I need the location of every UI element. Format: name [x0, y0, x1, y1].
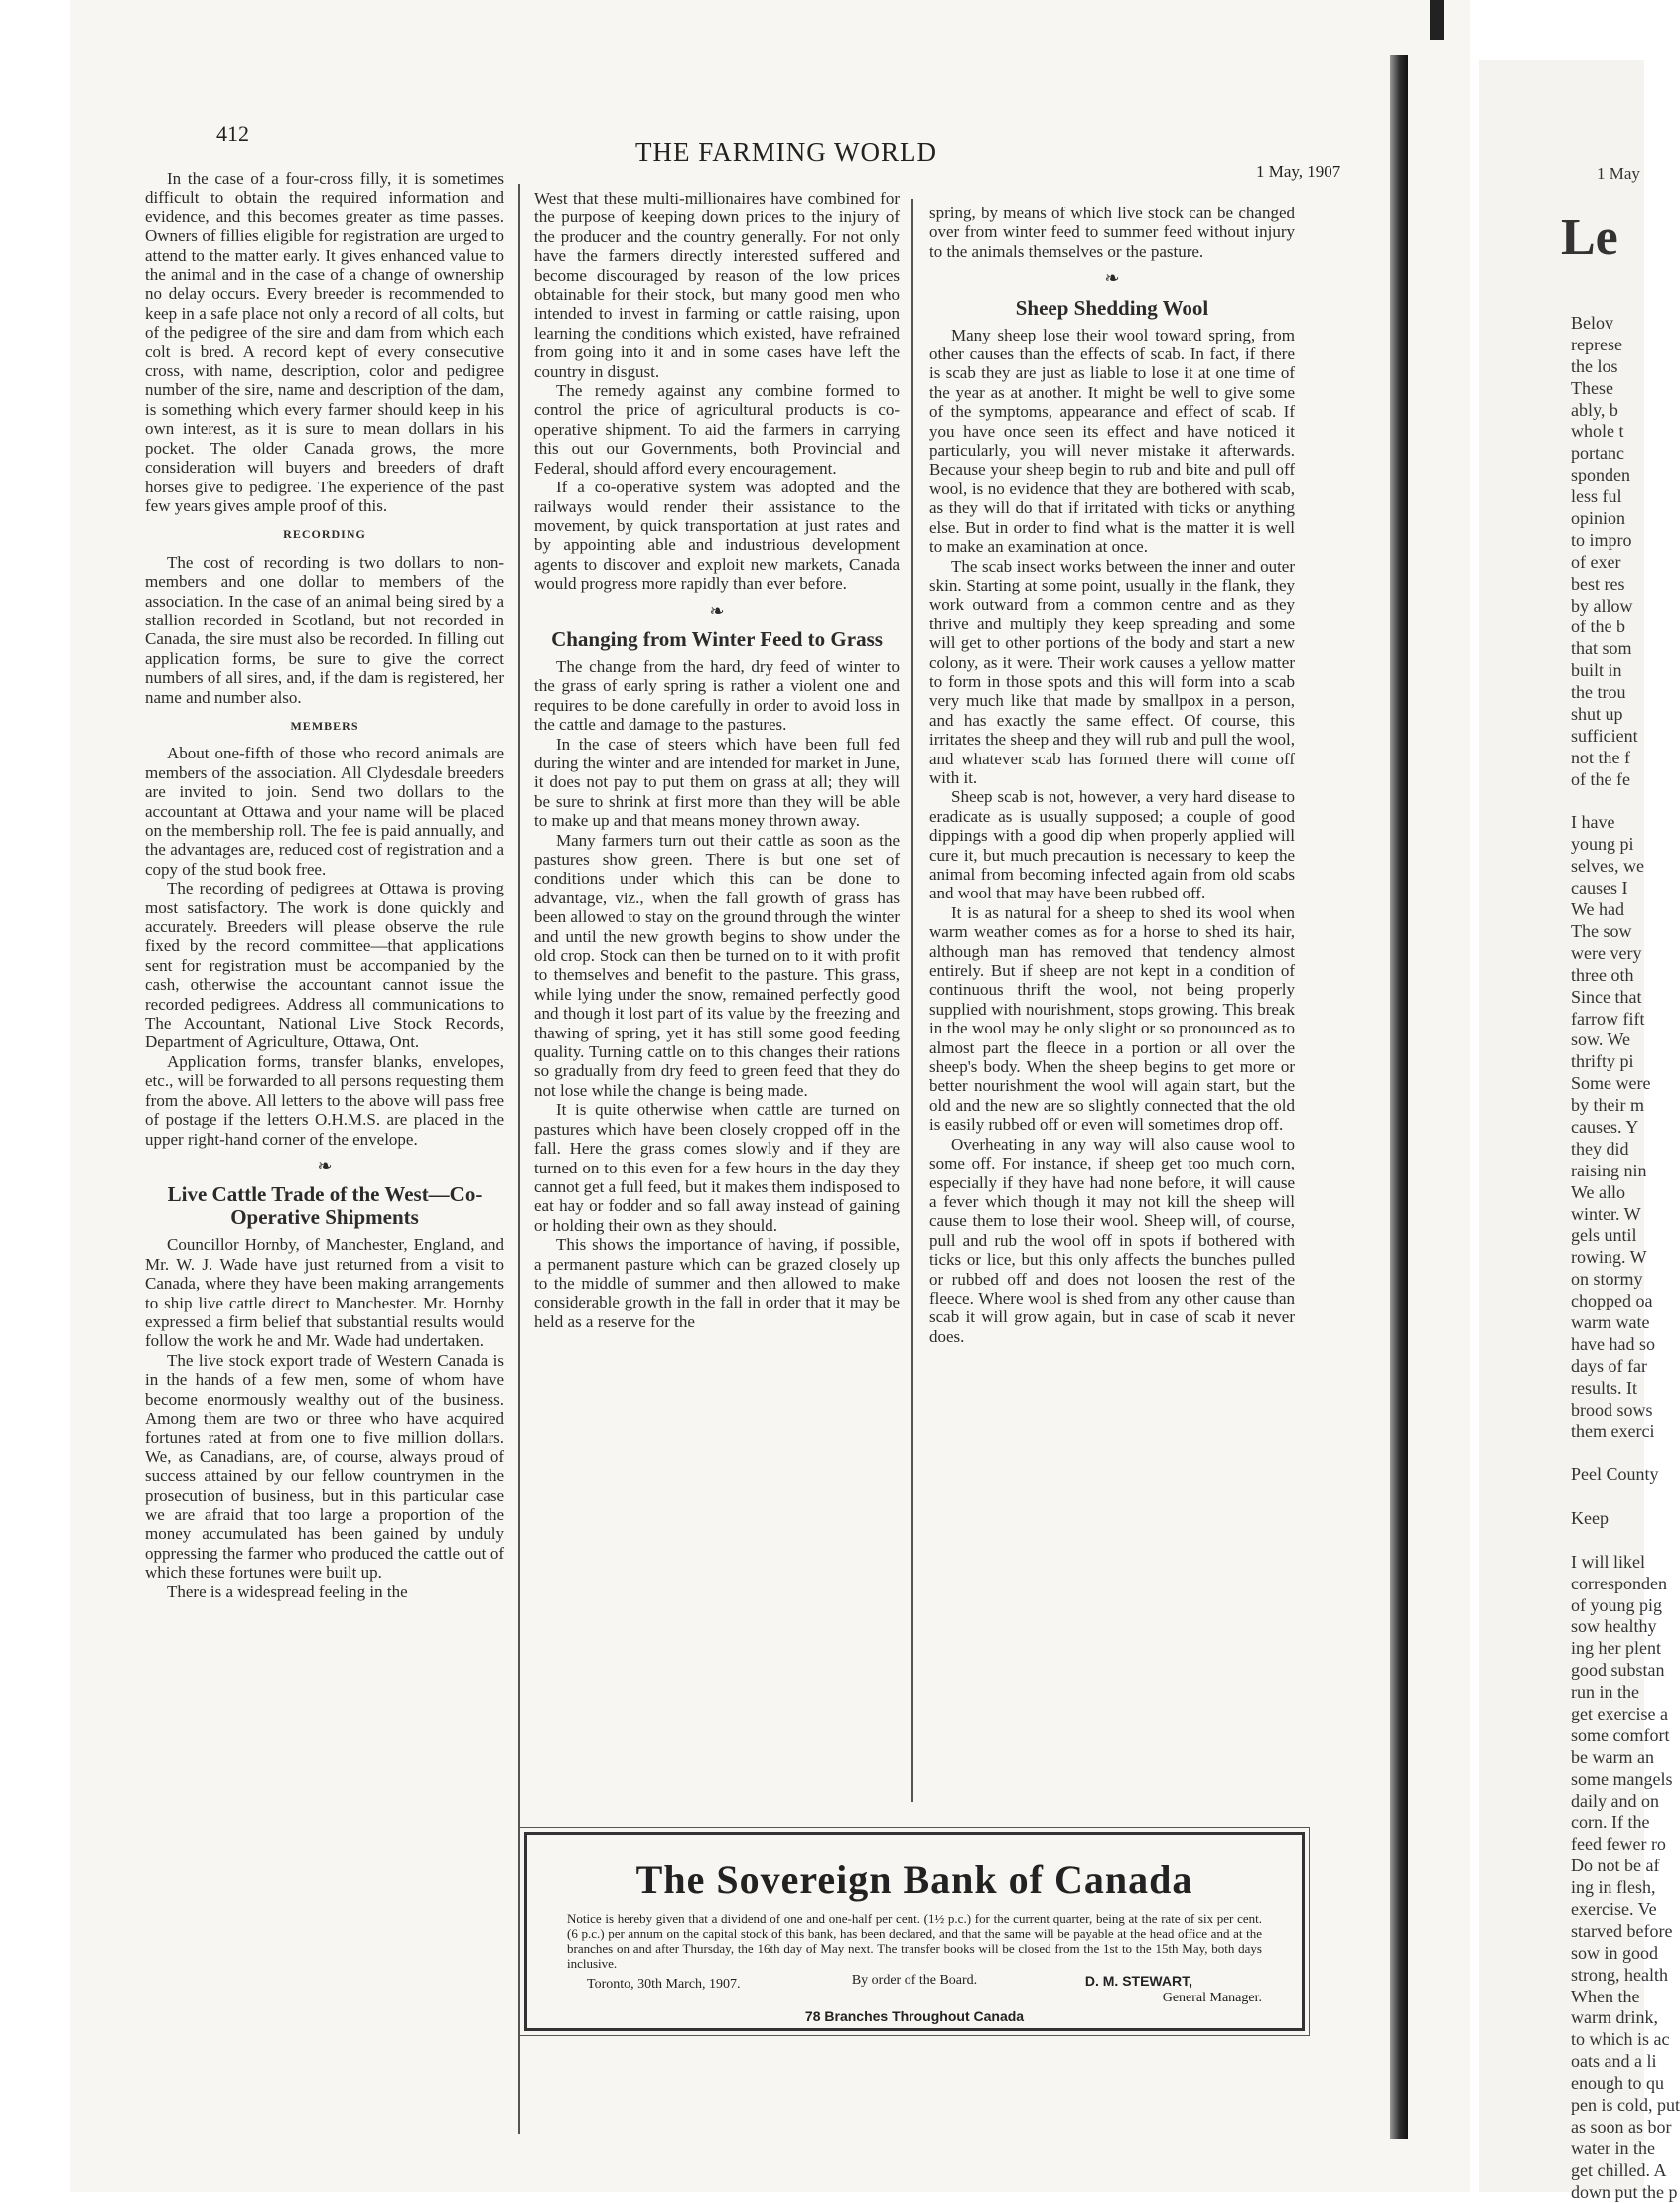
- adjacent-line: corresponden: [1571, 1573, 1667, 1593]
- para-col3-1: spring, by means of which live stock can be changed over from winter feed to summer feed without injury to the animals themselves or the pasture.: [929, 204, 1295, 261]
- para-members-3: Application forms, transfer blanks, envelopes, etc., will be forwarded to all persons requesting them from the above. All letters to the above will pass free of postage if the letters O.H.M.S. are placed in the upper right-hand corner of the envelope.: [145, 1051, 504, 1149]
- adjacent-line: sow in good: [1571, 1942, 1659, 1963]
- publication-title: THE FARMING WORLD: [635, 137, 937, 167]
- adjacent-line: best res: [1571, 573, 1625, 594]
- adjacent-line: thrifty pi: [1571, 1051, 1634, 1072]
- adjacent-line: be warm an: [1571, 1746, 1654, 1767]
- para-pedigree: In the case of a four-cross filly, it is sometimes difficult to obtain the required information and evidence, and this becomes greater as time passes. Owners of fillies eligible for registration are urged to attend to the matter early. It gives enhanced value to the animal and in the case of a change of ownership no delay occurs. Every breeder is recommended to keep in a safe place not only a record of all colts, but of the pedigree of the sire and dam from which each colt is bred. A record kept of every consecutive cross, with name, description, color and pedigree number of the sire, name and description of the dam, is something which every farmer should keep in his own interest, as it is sure to mean dollars in his pocket. The older Canada grows, the more consideration will buyers and breeders of draft horses give to pedigree. The experience of the past few years gives ample proof of this.: [145, 169, 504, 515]
- adjacent-line: These: [1571, 377, 1613, 398]
- heading-recording: RECORDING: [283, 527, 366, 542]
- ad-role: General Manager.: [1162, 1991, 1262, 2005]
- adjacent-line: warm wate: [1571, 1311, 1650, 1332]
- adjacent-line: oats and a li: [1571, 2051, 1657, 2072]
- para-col2-1: West that these multi-millionaires have combined for the purpose of keeping down prices to the injury of the producer and the country generally. For not only have the farmers directly interested suffered and become discouraged by reason of the low prices obtainable for their stock, but many good men who intended to invest in farming or cattle raising, upon learning the conditions which existed, have refrained from going into it and in some cases have left the country in disgust.: [534, 189, 900, 381]
- column-2: [534, 189, 900, 1331]
- para-col2-3: If a co-operative system was adopted and the railways would render their assistance to the movement, by quick transportation at just rates and by appointing able and industrious development agents to discover and exploit new markets, Canada would progress more rapidly than ever before.: [534, 478, 900, 594]
- para-members-1: About one-fifth of those who record animals are members of the association. All Clydesdale breeders are invited to join. Send two dollars to the accountant at Ottawa and your name will be placed on the membership roll. The fee is paid annually, and the advantages are, reduced cost of registration and a copy of the stud book free.: [145, 744, 504, 879]
- adjacent-line: We had: [1571, 899, 1625, 920]
- adjacent-line: water in the: [1571, 2137, 1655, 2158]
- adjacent-line: Belov: [1571, 313, 1613, 333]
- para-col3-4: Sheep scab is not, however, a very hard disease to eradicate as is usually supposed; a couple of good dippings with a good dip when properly applied will cure it, but much precaution is necessary to keep the animal from becoming infected again from old scabs and wool that may have been rubbed off.: [929, 787, 1295, 903]
- adjacent-line: shut up: [1571, 704, 1623, 725]
- adjacent-line: starved before: [1571, 1920, 1673, 1941]
- bank-advertisement: [524, 1832, 1305, 2031]
- para-recording: The cost of recording is two dollars to non-members and one dollar to members of the association. In the case of an animal being sired by a stallion recorded in Scotland, but not recorded in Canada, the sire must also be recorded. In filling out application forms, be sure to give the correct numbers of all sires, and, if the dam is registered, her name and number also.: [145, 552, 504, 707]
- adjacent-line: less ful: [1571, 486, 1622, 507]
- adjacent-line: sufficient: [1571, 725, 1638, 746]
- adjacent-line: Since that: [1571, 986, 1642, 1007]
- adjacent-line: pen is cold, put: [1571, 2095, 1680, 2116]
- ad-branches: 78 Branches Throughout Canada: [804, 2008, 1025, 2024]
- para-col3-3: The scab insect works between the inner and outer skin. Starting at some point, usually in the flank, they work outward from a common centre and as they thrive and multiply they keep spreading and some will get to other portions of the body and start a new colony, as it were. Their work causes a yellow matter to form in those spots and this will form into a scab very much like that made by smallpox in a person, and has exactly the same effect. Of course, this irritates the sheep and they will rub and pull the wool, and whatever scab has formed there will come off with it.: [929, 556, 1295, 787]
- adjacent-line: farrow fift: [1571, 1008, 1645, 1029]
- ad-signatory: D. M. STEWART,: [1084, 1973, 1192, 1989]
- adjacent-line: sponden: [1571, 465, 1630, 485]
- adjacent-line: feed fewer ro: [1571, 1834, 1666, 1855]
- heading-winter-feed: Changing from Winter Feed to Grass: [551, 626, 883, 651]
- para-col2-2: The remedy against any combine formed to control the price of agricultural products is co-operative shipment. To aid the farmers in carrying this out our Governments, both Provincial and Federal, should afford every encouragement.: [534, 381, 900, 478]
- adjacent-line: corn. If the: [1571, 1812, 1650, 1833]
- column-rule-1: [518, 184, 520, 2134]
- adjacent-line: brood sows: [1571, 1399, 1653, 1420]
- adjacent-line: [1571, 1530, 1680, 1552]
- adjacent-line: causes I: [1571, 878, 1628, 898]
- adjacent-line: have had so: [1571, 1333, 1655, 1354]
- adjacent-line: by allow: [1571, 595, 1633, 616]
- ornament: ❧: [1104, 268, 1120, 289]
- adjacent-line: daily and on: [1571, 1790, 1659, 1811]
- adjacent-line: Some were: [1571, 1073, 1651, 1094]
- adjacent-line: ing her plent: [1571, 1638, 1661, 1659]
- column-3: [929, 204, 1295, 1346]
- heading-live-cattle: Live Cattle Trade of the West—Co-Operative Shipments: [167, 1182, 483, 1230]
- para-col2-5: In the case of steers which have been full fed during the winter and are intended for market in June, it does not pay to put them on grass at all; they will be sure to shrink at first more than they will be able to make up and that means money thrown away.: [534, 734, 900, 831]
- ad-place-date: Toronto, 30th March, 1907.: [587, 1977, 741, 1992]
- adjacent-line: run in the: [1571, 1682, 1639, 1703]
- adjacent-line: ably, b: [1571, 399, 1618, 420]
- para-col3-2: Many sheep lose their wool toward spring, from other causes than the effects of scab. In fact, if there is scab they are just as liable to lose it at one time of the year as at another. It might be well to give some of the symptoms, appearance and effect of scab. If you have once seen its effect and have noticed it particularly, you will never mistake it afterwards. Because your sheep begin to rub and bite and pull off wool, is no evidence that they are bothered with scab, as they will do that if irritated with ticks or anything else. But in order to find what is the matter it is well to make an examination at once.: [929, 325, 1295, 557]
- issue-date: 1 May, 1907: [1256, 162, 1341, 181]
- adjacent-line: get chilled. A: [1571, 2159, 1667, 2180]
- adjacent-line: The sow: [1571, 920, 1632, 941]
- adjacent-line: Keep: [1571, 1507, 1609, 1528]
- adjacent-line: get exercise a: [1571, 1704, 1668, 1723]
- adjacent-line: sow healthy: [1571, 1616, 1657, 1637]
- adjacent-line: them exerci: [1571, 1421, 1655, 1442]
- ad-title: The Sovereign Bank of Canada: [635, 1858, 1193, 1902]
- adjacent-page: [1479, 60, 1680, 2202]
- page-gutter: [1390, 55, 1408, 2139]
- adjacent-line: young pi: [1571, 834, 1634, 855]
- adjacent-line: built in: [1571, 660, 1622, 681]
- adjacent-line: three oth: [1571, 964, 1634, 985]
- adjacent-line: the los: [1571, 355, 1618, 376]
- adjacent-line: causes. Y: [1571, 1116, 1639, 1137]
- page-number: 412: [216, 121, 249, 146]
- adjacent-line: that som: [1571, 638, 1632, 659]
- adjacent-line: by their m: [1571, 1095, 1644, 1116]
- adjacent-line: rowing. W: [1571, 1247, 1647, 1268]
- adjacent-line: on stormy: [1571, 1269, 1643, 1290]
- adjacent-line: good substan: [1571, 1660, 1665, 1681]
- heading-sheep-wool: Sheep Shedding Wool: [1015, 295, 1209, 320]
- adjacent-line: I have: [1571, 812, 1615, 833]
- adjacent-line: some mangels: [1571, 1768, 1673, 1789]
- adjacent-line: strong, health: [1571, 1964, 1668, 1985]
- adjacent-line: were very: [1571, 942, 1642, 963]
- adjacent-line: represe: [1571, 334, 1622, 354]
- adjacent-line: [1571, 1486, 1680, 1508]
- adjacent-line: whole t: [1571, 421, 1624, 442]
- para-col2-4: The change from the hard, dry feed of winter to the grass of early spring is rather a violent one and requires to be done carefully in order to avoid loss in the cattle and damage to the pastures.: [534, 656, 900, 735]
- adjacent-line: enough to qu: [1571, 2073, 1664, 2094]
- ornament: ❧: [709, 600, 725, 620]
- adjacent-line: raising nin: [1571, 1160, 1647, 1180]
- para-live-cattle-3: There is a widespread feeling in the: [167, 1582, 408, 1601]
- adjacent-line: of young pig: [1571, 1594, 1662, 1615]
- para-live-cattle-2: The live stock export trade of Western Canada is in the hands of a few men, some of whom have become enormously wealthy out of the business. Among them are two or three who have acquired fortunes rated at from one to five million dollars. We, as Canadians, are, of course, always proud of success attained by our fellow countrymen in the prosecution of business, but in this particular case we are afraid that too large a proportion of the money accumulated has been gained by unduly oppressing the farmer who produced the cattle out of which these fortunes were built up.: [145, 1350, 504, 1583]
- para-col2-8: This shows the importance of having, if possible, a permanent pasture which can be grazed closely up to the middle of summer and then allowed to make considerable growth in the fall in order that it may be held as a reserve for the: [534, 1235, 900, 1331]
- adjacent-text: [1571, 313, 1680, 2203]
- para-col3-6: Overheating in any way will also cause wool to some off. For instance, if sheep get too much corn, especially if they have had none before, it will cause a fever which though it may not kill the sheep will cause them to lose their wool. Sheep will, of course, pull and rub the wool off in spots if bothered with ticks or lice, but this only affects the bunches pulled or rubbed off and does not loosen the rest of the fleece. Where wool is shed from any other cause than scab it will grow again, but in case of scab it never does.: [929, 1134, 1295, 1346]
- adjacent-line: winter. W: [1571, 1203, 1641, 1224]
- para-col2-7: It is quite otherwise when cattle are turned on pastures which have been closely cropped off in the fall. Here the grass comes slowly and if they are turned on to this even for a few hours in the day they cannot get a full feed, but it makes them indisposed to eat hay or fodder and so fall away instead of gaining or holding their own as they should.: [534, 1100, 900, 1235]
- adjacent-line: results. It: [1571, 1377, 1637, 1398]
- adjacent-line: down put the p: [1571, 2181, 1678, 2202]
- para-col2-6: Many farmers turn out their cattle as soon as the pastures show green. There is but one set of conditions under which this can be done to advantage, viz., when the fall growth of grass has been allowed to stay on the ground through the winter and until the new growth begins to show under the old crop. Stock can then be turned on to it with profit to themselves and benefit to the pasture. This grass, while lying under the snow, remained perfectly good and though it lost part of its value by the freezing and thawing of spring, yet it has still some good feeding quality. Turning cattle on to this changes their rations so gradually from dry feed to green feed that they do not lose while the change is being made.: [534, 830, 900, 1100]
- adjacent-line: We allo: [1571, 1181, 1626, 1202]
- para-col3-5: It is as natural for a sheep to shed its wool when warm weather comes as for a horse to shed its hair, although man has removed that tendency almost entirely. But if sheep are not kept in a condition of continuous thrift the wool, not being properly supplied with nourishment, stops growing. This break in the wool may be only slight or so pronounced as to almost part the fleece in a portion or all over the sheep's body. When the sheep begins to get more or better nourishment the wool will again start, but the old and the new are so slightly connected that the old is easily rubbed off or even will sometimes drop off.: [929, 902, 1295, 1135]
- adjacent-line: I will likel: [1571, 1551, 1645, 1572]
- ornament: ❧: [317, 1155, 333, 1175]
- adjacent-line: opinion: [1571, 508, 1626, 529]
- adjacent-line: ing in flesh,: [1571, 1877, 1656, 1898]
- adjacent-line: some comfort: [1571, 1724, 1670, 1745]
- ad-notice: Notice is hereby given that a dividend of one and one-half per cent. (1½ p.c.) for the current quarter, being at the rate of six per cent. (6 p.c.) per annum on the capital stock of this bank, has been declared, and that the same will be payable at the head office and at the branches on and after Thursday, the 16th day of May next. The transfer books will be closed from the 1st to the 15th May, both days inclusive.: [567, 1911, 1262, 1971]
- adjacent-line: to impro: [1571, 529, 1632, 550]
- scan-mark: [1430, 0, 1444, 40]
- adjacent-line: of the b: [1571, 617, 1625, 637]
- para-members-2: The recording of pedigrees at Ottawa is proving most satisfactory. The work is done quickly and accurately. Breeders will please observe the rule fixed by the record committee—that applications sent for registration must be accompanied by the cash, otherwise the accountant cannot issue the recorded pedigrees. Address all communications to The Accountant, National Live Stock Records, Department of Agriculture, Ottawa, Ont.: [145, 879, 504, 1052]
- ad-order: By order of the Board.: [851, 1973, 978, 1988]
- adjacent-line: to which is ac: [1571, 2029, 1670, 2050]
- adjacent-line: not the f: [1571, 747, 1630, 767]
- adjacent-line: Do not be af: [1571, 1856, 1660, 1876]
- column-1: [145, 169, 504, 1601]
- adjacent-line: exercise. Ve: [1571, 1899, 1657, 1920]
- adjacent-line: portanc: [1571, 443, 1624, 464]
- adjacent-line: [1571, 791, 1680, 813]
- adjacent-line: days of far: [1571, 1355, 1647, 1376]
- adjacent-line: warm drink,: [1571, 2007, 1658, 2028]
- adjacent-line: of exer: [1571, 551, 1621, 572]
- adjacent-line: gels until: [1571, 1225, 1637, 1246]
- adjacent-date: 1 May: [1597, 164, 1640, 183]
- adjacent-heading: Le: [1561, 209, 1618, 266]
- column-rule-2: [911, 199, 913, 1802]
- adjacent-line: Peel County: [1571, 1464, 1659, 1485]
- adjacent-line: selves, we: [1571, 856, 1644, 877]
- para-live-cattle-1: Councillor Hornby, of Manchester, England, and Mr. W. J. Wade have just returned from a visit to Canada, where they have been making arrangements to ship live cattle direct to Manchester. Mr. Hornby expressed a firm belief that substantial results would follow the work he and Mr. Wade had undertaken.: [145, 1235, 504, 1351]
- adjacent-line: When the: [1571, 1986, 1640, 2006]
- adjacent-line: they did: [1571, 1138, 1629, 1159]
- adjacent-line: chopped oa: [1571, 1291, 1653, 1311]
- adjacent-line: of the fe: [1571, 768, 1630, 789]
- adjacent-line: the trou: [1571, 682, 1626, 703]
- adjacent-line: sow. We: [1571, 1030, 1631, 1050]
- adjacent-line: [1571, 1443, 1680, 1464]
- adjacent-line: as soon as bor: [1571, 2116, 1672, 2136]
- heading-members: MEMBERS: [290, 718, 359, 733]
